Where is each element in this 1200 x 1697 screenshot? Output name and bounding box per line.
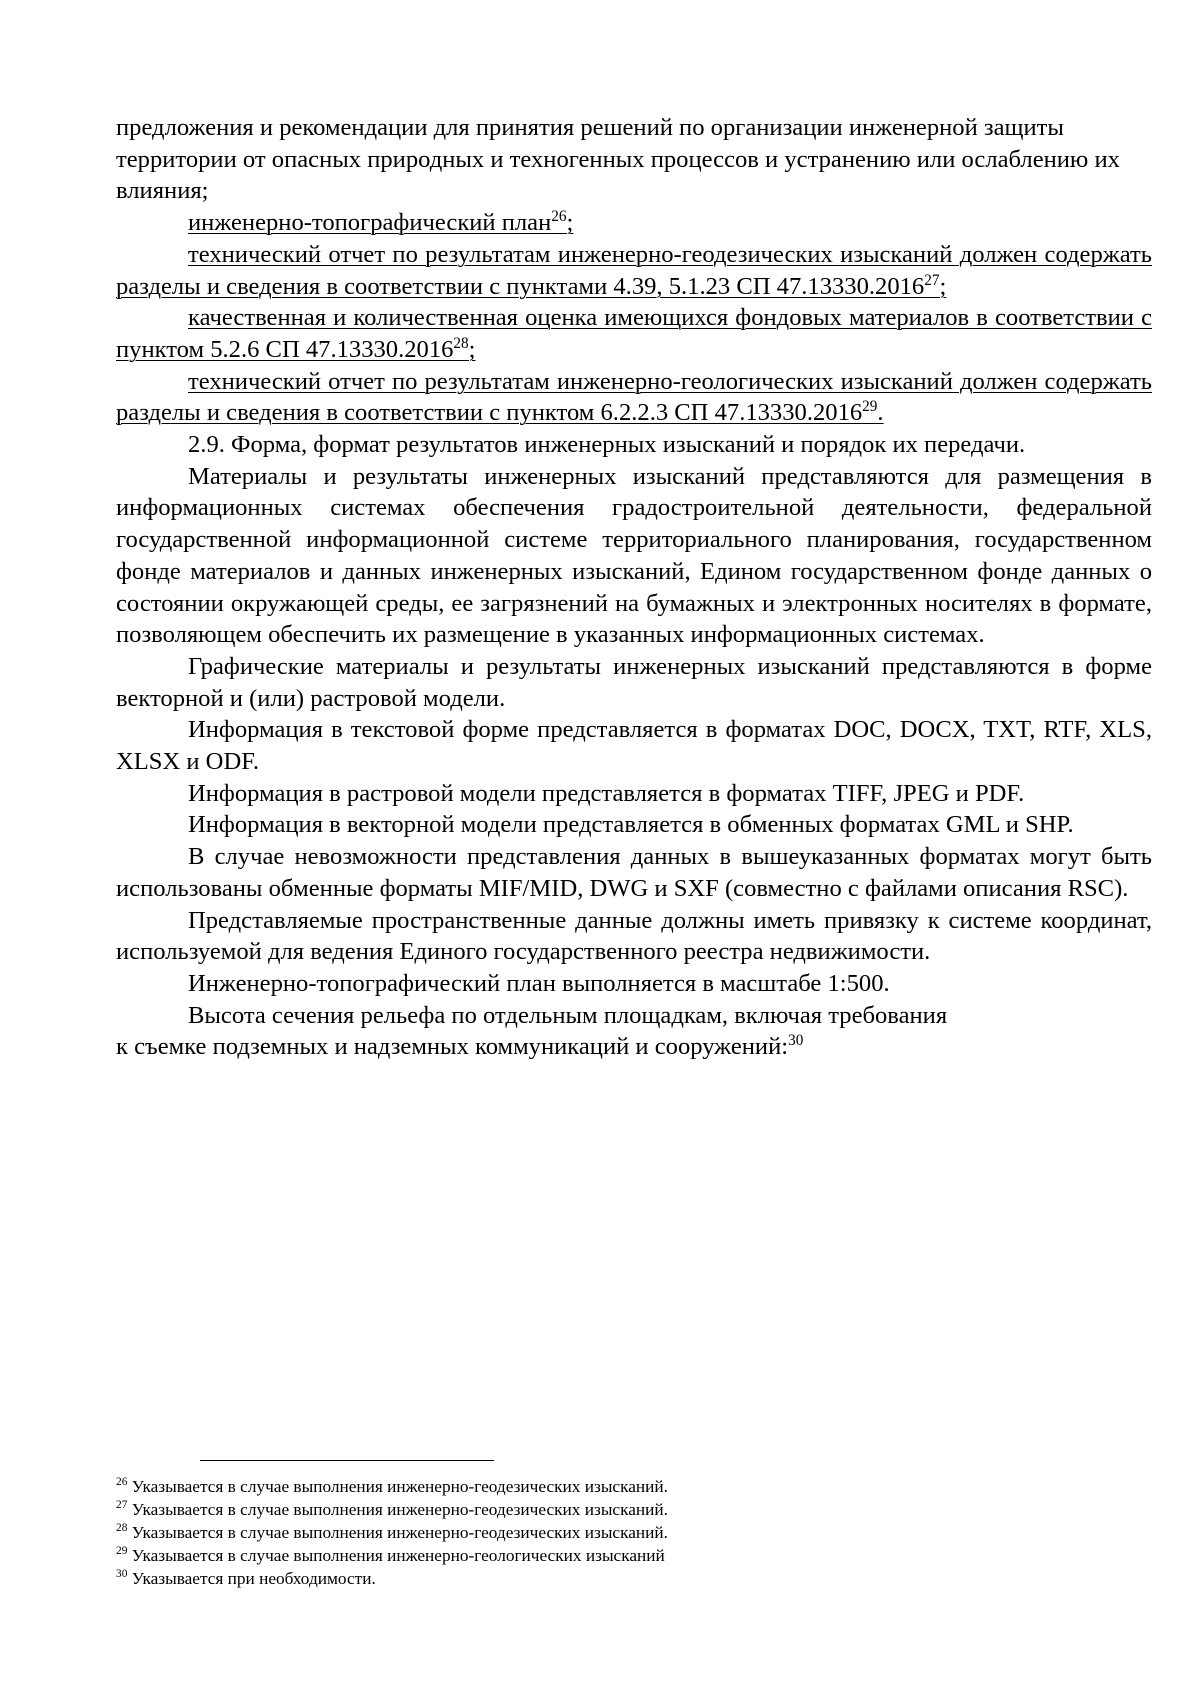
paragraph-exchange-formats: [116, 841, 1152, 904]
paragraph-graphic-materials: [116, 651, 1152, 714]
paragraph-text: Высота сечения рельефа по отдельным площадкам, включая требования: [188, 1001, 948, 1029]
footnote-ref-29[interactable]: 29: [862, 398, 878, 416]
paragraph-spatial-data: [116, 905, 1152, 968]
footnote-number: 26: [116, 1476, 128, 1489]
footnote-ref-27[interactable]: 27: [924, 271, 940, 289]
paragraph-relief-height-continued: [116, 1031, 1152, 1063]
paragraph-text: технический отчет по результатам инженерно-геодезических изысканий должен содержать разделы и сведения в соответствии с пунктами 4.39, 5.1.23 СП 47.13330.2016: [116, 240, 1152, 300]
paragraph-text: Представляемые пространственные данные должны иметь привязку к системе координат, используемой для ведения Единого государственного реестра недвижимости.: [116, 906, 1152, 966]
footnote-number: 27: [116, 1499, 128, 1512]
paragraph-plan-scale: [116, 968, 1152, 1000]
paragraph-topographic-plan: [116, 207, 1152, 239]
footnote-28: [116, 1521, 1016, 1544]
paragraph-vector-formats: [116, 809, 1152, 841]
footnote-text: Указывается в случае выполнения инженерно-геологических изысканий: [131, 1546, 665, 1565]
section-heading-2-9: [116, 429, 1152, 461]
footnotes: [116, 1475, 1016, 1590]
footnote-26: [116, 1475, 1016, 1498]
footnote-number: 30: [116, 1568, 128, 1581]
paragraph-geological-report: [116, 366, 1152, 429]
footnote-30: [116, 1567, 1016, 1590]
footnote-text: Указывается в случае выполнения инженерно-геодезических изысканий.: [131, 1477, 668, 1496]
paragraph-text: Инженерно-топографический план выполняется в масштабе 1:500.: [188, 969, 890, 997]
paragraph-materials-placement: [116, 461, 1152, 651]
paragraph-text: инженерно-топографический план: [188, 209, 552, 237]
paragraph-recommendations: [116, 112, 1152, 207]
paragraph-tail: ;: [939, 272, 947, 300]
footnote-separator: [200, 1460, 494, 1461]
paragraph-text-formats: [116, 714, 1152, 777]
paragraph-text: Информация в растровой модели представляется в форматах TIFF, JPEG и PDF.: [188, 779, 1025, 807]
paragraph-text: предложения и рекомендации для принятия решений по организации инженерной защиты территории от опасных природных и техногенных процессов и устранению или ослаблению их влияния;: [116, 114, 1120, 205]
footnote-ref-28[interactable]: 28: [453, 334, 469, 352]
paragraph-text: Информация в векторной модели представляется в обменных форматах GML и SHP.: [188, 811, 1074, 839]
paragraph-text: Графические материалы и результаты инженерных изысканий представляются в форме векторной и (или) растровой модели.: [116, 652, 1152, 712]
footnote-ref-30[interactable]: 30: [788, 1032, 804, 1050]
paragraph-text: к съемке подземных и надземных коммуникаций и сооружений:: [116, 1033, 789, 1061]
paragraph-text: 2.9. Форма, формат результатов инженерных изысканий и порядок их передачи.: [188, 431, 1026, 459]
paragraph-geodetic-report: [116, 239, 1152, 302]
paragraph-text: качественная и количественная оценка имеющихся фондовых материалов в соответствии с пунктом 5.2.6 СП 47.13330.2016: [116, 304, 1152, 363]
paragraph-tail: ;: [468, 335, 476, 363]
footnote-number: 28: [116, 1522, 128, 1535]
paragraph-tail: .: [877, 399, 884, 427]
paragraph-relief-height: [116, 1000, 1152, 1032]
footnote-27: [116, 1498, 1016, 1521]
footnote-text: Указывается в случае выполнения инженерно-геодезических изысканий.: [131, 1523, 668, 1542]
paragraph-fund-materials: [116, 302, 1152, 365]
paragraph-text: Информация в текстовой форме представляется в форматах DOC, DOCX, TXT, RTF, XLS, XLSX и ODF.: [116, 716, 1152, 776]
footnote-text: Указывается в случае выполнения инженерно-геодезических изысканий.: [131, 1500, 668, 1519]
footnote-text: Указывается при необходимости.: [131, 1569, 376, 1588]
body-text: [116, 112, 1152, 1063]
footnote-number: 29: [116, 1545, 128, 1558]
paragraph-tail: ;: [566, 209, 574, 237]
paragraph-text: В случае невозможности представления данных в вышеуказанных форматах могут быть использованы обменные форматы MIF/MID, DWG и SXF (совместно с файлами описания RSC).: [116, 843, 1152, 902]
paragraph-raster-formats: [116, 778, 1152, 810]
paragraph-text: технический отчет по результатам инженерно-геологических изысканий должен содержать разделы и сведения в соответствии с пунктом 6.2.2.3 СП 47.13330.2016: [116, 367, 1152, 427]
paragraph-text: Материалы и результаты инженерных изысканий представляются для размещения в информационных системах обеспечения градостроительной деятельности, федеральной государственной информационной системе территориального планирования, государственном фонде материалов и данных инженерных изысканий, Едином государственном фонде данных о состоянии окружающей среды, ее загрязнений на бумажных и электронных носителях в формате, позволяющем обеспечить их размещение в указанных информационных системах.: [116, 462, 1152, 649]
footnote-ref-26[interactable]: 26: [551, 207, 567, 225]
footnote-29: [116, 1544, 1016, 1567]
